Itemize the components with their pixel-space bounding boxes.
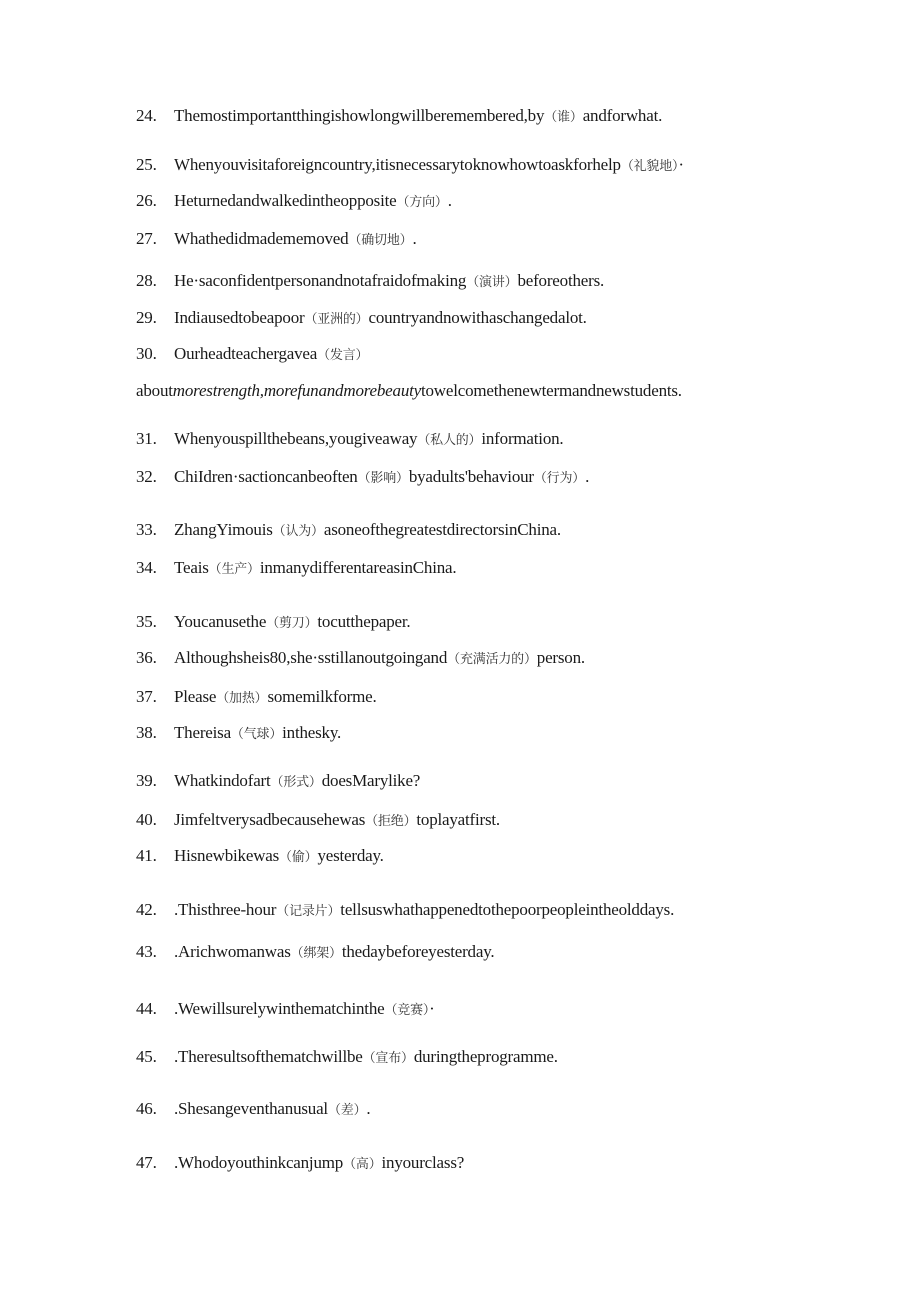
item-text-a: Whenyouvisitaforeigncountry,itisnecessarytoknowhowtoaskforhelp xyxy=(174,155,621,174)
item-text-c: yesterday. xyxy=(317,846,384,865)
item-text-c: inthesky. xyxy=(282,723,342,742)
item-text-a: Ourheadteachergavea xyxy=(174,344,318,363)
item-number: 40. xyxy=(136,810,157,829)
item-30 xyxy=(136,343,368,367)
item-number: 31. xyxy=(136,429,157,448)
item-text-c: tellsuswhathappenedtothepoorpeopleintheolddays. xyxy=(340,900,675,919)
item-text-a: .Shesangeventhanusual xyxy=(174,1099,328,1118)
item-number: 45. xyxy=(136,1047,157,1066)
item-number: 32. xyxy=(136,467,157,486)
item-text-a: Indiausedtobeapoor xyxy=(174,308,305,327)
item-number: 26. xyxy=(136,191,157,210)
item-text-a: .Thisthree-hour xyxy=(174,900,277,919)
item-45 xyxy=(136,1046,558,1070)
item-number: 41. xyxy=(136,846,157,865)
item-number: 43. xyxy=(136,942,157,961)
item-hint: （加热） xyxy=(216,691,268,706)
item-32 xyxy=(136,466,589,490)
item-28 xyxy=(136,270,604,294)
item-42 xyxy=(136,899,674,923)
item-text-a: Youcanusethe xyxy=(174,612,267,631)
item-text-a: .Whodoyouthinkcanjump xyxy=(174,1153,344,1172)
item-number: 33. xyxy=(136,520,157,539)
item-text-a: Althoughsheis80,she·sstillanoutgoingand xyxy=(174,648,448,667)
continuation-text-c: towelcomethenewtermandnewstudents. xyxy=(420,381,682,400)
item-hint: （宣布） xyxy=(362,1051,414,1066)
item-hint: （礼貌地） xyxy=(620,159,679,174)
item-text-a: Whatkindofart xyxy=(174,771,271,790)
item-text-a: Hisnewbikewas xyxy=(174,846,280,865)
item-number: 30. xyxy=(136,344,157,363)
item-text-c: byadults'behaviour xyxy=(408,467,534,486)
item-40 xyxy=(136,809,500,833)
item-hint: （拒绝） xyxy=(365,814,417,829)
item-41 xyxy=(136,845,384,869)
item-43 xyxy=(136,941,494,965)
item-hint: （高） xyxy=(343,1157,382,1172)
item-35 xyxy=(136,611,410,635)
item-number: 39. xyxy=(136,771,157,790)
item-33 xyxy=(136,519,561,543)
item-hint: （绑架） xyxy=(290,946,342,961)
item-number: 37. xyxy=(136,687,157,706)
item-hint: （形式） xyxy=(270,775,322,790)
item-number: 34. xyxy=(136,558,157,577)
item-hint: （竞赛） xyxy=(384,1003,430,1018)
item-hint: （生产） xyxy=(208,562,260,577)
item-text-c: doesMarylike? xyxy=(321,771,421,790)
item-text-a: Teais xyxy=(174,558,209,577)
item-number: 38. xyxy=(136,723,157,742)
item-text-a: Whathedidmadememoved xyxy=(174,229,349,248)
item-hint: （充满活力的） xyxy=(447,652,537,667)
item-number: 36. xyxy=(136,648,157,667)
item-44 xyxy=(136,998,435,1022)
item-text-a: Jimfeltverysadbecausehewas xyxy=(174,810,366,829)
item-text-c: · xyxy=(678,155,684,174)
item-text-a: Please xyxy=(174,687,217,706)
item-47 xyxy=(136,1152,464,1176)
item-text-a: Themostimportantthingishowlongwillberemembered,by xyxy=(174,106,545,125)
item-text-c: inyourclass? xyxy=(381,1153,465,1172)
item-24 xyxy=(136,105,662,129)
item-hint: （记录片） xyxy=(276,904,341,919)
item-text-a: He·saconfidentpersonandnotafraidofmaking xyxy=(174,271,467,290)
item-hint: （谁） xyxy=(544,110,583,125)
item-text-e: . xyxy=(585,467,590,486)
item-text-c: person. xyxy=(536,648,585,667)
continuation-text-a: about xyxy=(136,381,173,400)
item-number: 24. xyxy=(136,106,157,125)
item-text-c: . xyxy=(412,229,417,248)
item-text-a: .Wewillsurelywinthematchinthe xyxy=(174,999,385,1018)
item-text-c: countryandnowithaschangedalot. xyxy=(368,308,587,327)
item-text-c: somemilkforme. xyxy=(267,687,377,706)
item-27 xyxy=(136,228,417,252)
item-text-c: andforwhat. xyxy=(582,106,663,125)
item-text-c: tocutthepaper. xyxy=(317,612,411,631)
item-text-a: .Arichwomanwas xyxy=(174,942,291,961)
item-text-c: thedaybeforeyesterday. xyxy=(341,942,495,961)
item-29 xyxy=(136,307,587,331)
item-number: 29. xyxy=(136,308,157,327)
item-hint: （发言） xyxy=(317,348,369,363)
item-hint: （私人的） xyxy=(417,433,482,448)
item-26 xyxy=(136,190,452,214)
item-hint: （影响） xyxy=(357,471,409,486)
item-hint-2: （行为） xyxy=(533,471,586,486)
item-hint: （认为） xyxy=(272,524,324,539)
item-hint: （方向） xyxy=(396,195,448,210)
item-37 xyxy=(136,686,377,710)
item-number: 46. xyxy=(136,1099,157,1118)
item-text-c: toplayatfirst. xyxy=(416,810,500,829)
item-46 xyxy=(136,1098,370,1122)
item-text-c: asoneofthegreatestdirectorsinChina. xyxy=(323,520,561,539)
item-38 xyxy=(136,722,341,746)
item-34 xyxy=(136,557,456,581)
item-31 xyxy=(136,428,563,452)
item-hint: （确切地） xyxy=(348,233,413,248)
item-number: 28. xyxy=(136,271,157,290)
item-hint: （差） xyxy=(327,1103,367,1118)
item-hint: （演讲） xyxy=(466,275,518,290)
item-text-c: information. xyxy=(481,429,564,448)
item-hint: （亚洲的） xyxy=(304,312,369,327)
item-text-a: Thereisa xyxy=(174,723,231,742)
item-text-c: inmanydifferentareasinChina. xyxy=(259,558,457,577)
item-36 xyxy=(136,647,585,671)
item-text-a: .Theresultsofthematchwillbe xyxy=(174,1047,363,1066)
item-number: 44. xyxy=(136,999,157,1018)
item-text-a: Whenyouspillthebeans,yougiveaway xyxy=(174,429,418,448)
item-39 xyxy=(136,770,420,794)
item-number: 25. xyxy=(136,155,157,174)
item-text-c: beforeothers. xyxy=(517,271,605,290)
item-number: 27. xyxy=(136,229,157,248)
item-hint: （剪刀） xyxy=(266,616,318,631)
item-number: 42. xyxy=(136,900,157,919)
item-25 xyxy=(136,154,684,178)
item-30-continuation xyxy=(136,380,682,402)
item-hint: （气球） xyxy=(230,727,283,742)
item-text-a: ZhangYimouis xyxy=(174,520,273,539)
item-text-c: . xyxy=(447,191,452,210)
item-text-a: ChiIdren·sactioncanbeoften xyxy=(174,467,358,486)
continuation-text-italic: morestrength,morefunandmorebeauty xyxy=(172,381,421,400)
item-text-a: Heturnedandwalkedintheopposite xyxy=(174,191,397,210)
item-number: 35. xyxy=(136,612,157,631)
item-text-c: duringtheprogramme. xyxy=(413,1047,558,1066)
item-text-c: . xyxy=(366,1099,371,1118)
item-text-c: · xyxy=(429,999,435,1018)
item-hint: （偷） xyxy=(279,850,318,865)
item-number: 47. xyxy=(136,1153,157,1172)
